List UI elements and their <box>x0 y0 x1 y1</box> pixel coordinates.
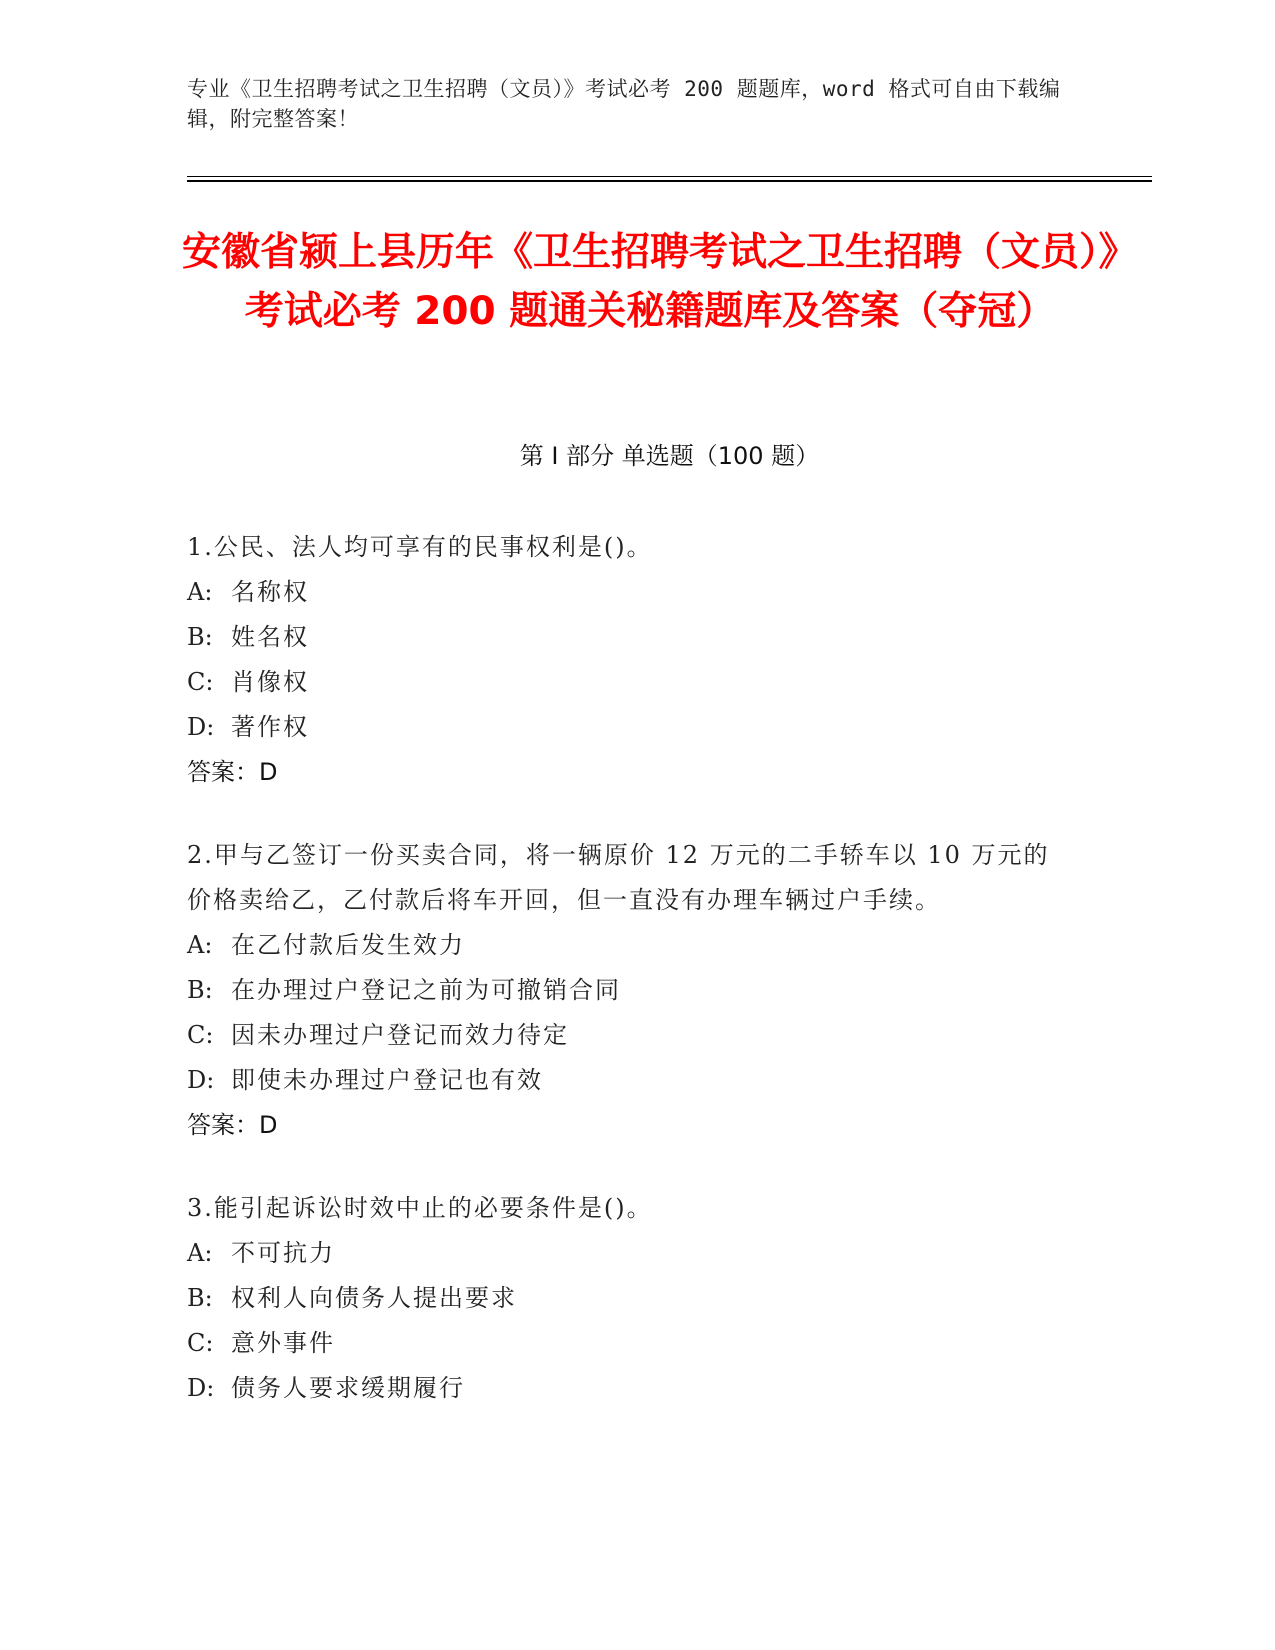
question-list <box>187 525 1067 1449</box>
option-text: 肖像权 <box>231 668 309 696</box>
question-stem: 3.能引起诉讼时效中止的必要条件是()。 <box>187 1194 653 1222</box>
option-text: 姓名权 <box>231 623 309 651</box>
option-text: 意外事件 <box>231 1329 335 1357</box>
section-title: 第 I 部分 单选题（100 题） <box>519 442 820 470</box>
option-d <box>187 705 1067 750</box>
header-note: 专业《卫生招聘考试之卫生招聘（文员）》考试必考 200 题题库，word 格式可自由下载编辑，附完整答案！ <box>187 77 1061 131</box>
option-c <box>187 660 1067 705</box>
option-a <box>187 1231 1067 1276</box>
option-key: B: <box>187 623 213 651</box>
option-text: 权利人向债务人提出要求 <box>231 1284 517 1312</box>
header-divider-thick <box>187 180 1152 182</box>
option-text: 不可抗力 <box>231 1239 335 1267</box>
question-2 <box>187 833 1067 1148</box>
option-text: 名称权 <box>231 578 309 606</box>
option-text: 即使未办理过户登记也有效 <box>231 1066 543 1094</box>
option-d <box>187 1366 1067 1411</box>
question-stem: 1.公民、法人均可享有的民事权利是()。 <box>187 533 653 561</box>
option-key: B: <box>187 1284 213 1312</box>
option-key: D: <box>187 713 215 741</box>
option-key: D: <box>187 1374 215 1402</box>
option-key: D: <box>187 1066 215 1094</box>
option-d <box>187 1058 1067 1103</box>
header-divider-thin <box>187 176 1152 177</box>
option-key: C: <box>187 1329 214 1357</box>
question-1 <box>187 525 1067 795</box>
option-b <box>187 615 1067 660</box>
option-a <box>187 570 1067 615</box>
option-key: A: <box>187 578 213 606</box>
option-text: 在乙付款后发生效力 <box>231 931 465 959</box>
answer-text: 答案：D <box>187 758 278 786</box>
document-title: 安徽省颍上县历年《卫生招聘考试之卫生招聘（文员）》考试必考 200 题通关秘籍题库及答案（夺冠） <box>181 230 1118 334</box>
question-stem: 2.甲与乙签订一份买卖合同，将一辆原价 12 万元的二手轿车以 10 万元的价格卖给乙，乙付款后将车开回，但一直没有办理车辆过户手续。 <box>187 841 1050 914</box>
option-key: C: <box>187 668 214 696</box>
option-b <box>187 1276 1067 1321</box>
option-text: 因未办理过户登记而效力待定 <box>231 1021 569 1049</box>
option-c <box>187 1321 1067 1366</box>
option-c <box>187 1013 1067 1058</box>
option-key: A: <box>187 931 213 959</box>
option-text: 著作权 <box>231 713 309 741</box>
question-3 <box>187 1186 1067 1411</box>
answer-text: 答案：D <box>187 1111 278 1139</box>
option-a <box>187 923 1067 968</box>
option-b <box>187 968 1067 1013</box>
option-text: 在办理过户登记之前为可撤销合同 <box>231 976 621 1004</box>
option-text: 债务人要求缓期履行 <box>231 1374 465 1402</box>
option-key: B: <box>187 976 213 1004</box>
option-key: A: <box>187 1239 213 1267</box>
option-key: C: <box>187 1021 214 1049</box>
